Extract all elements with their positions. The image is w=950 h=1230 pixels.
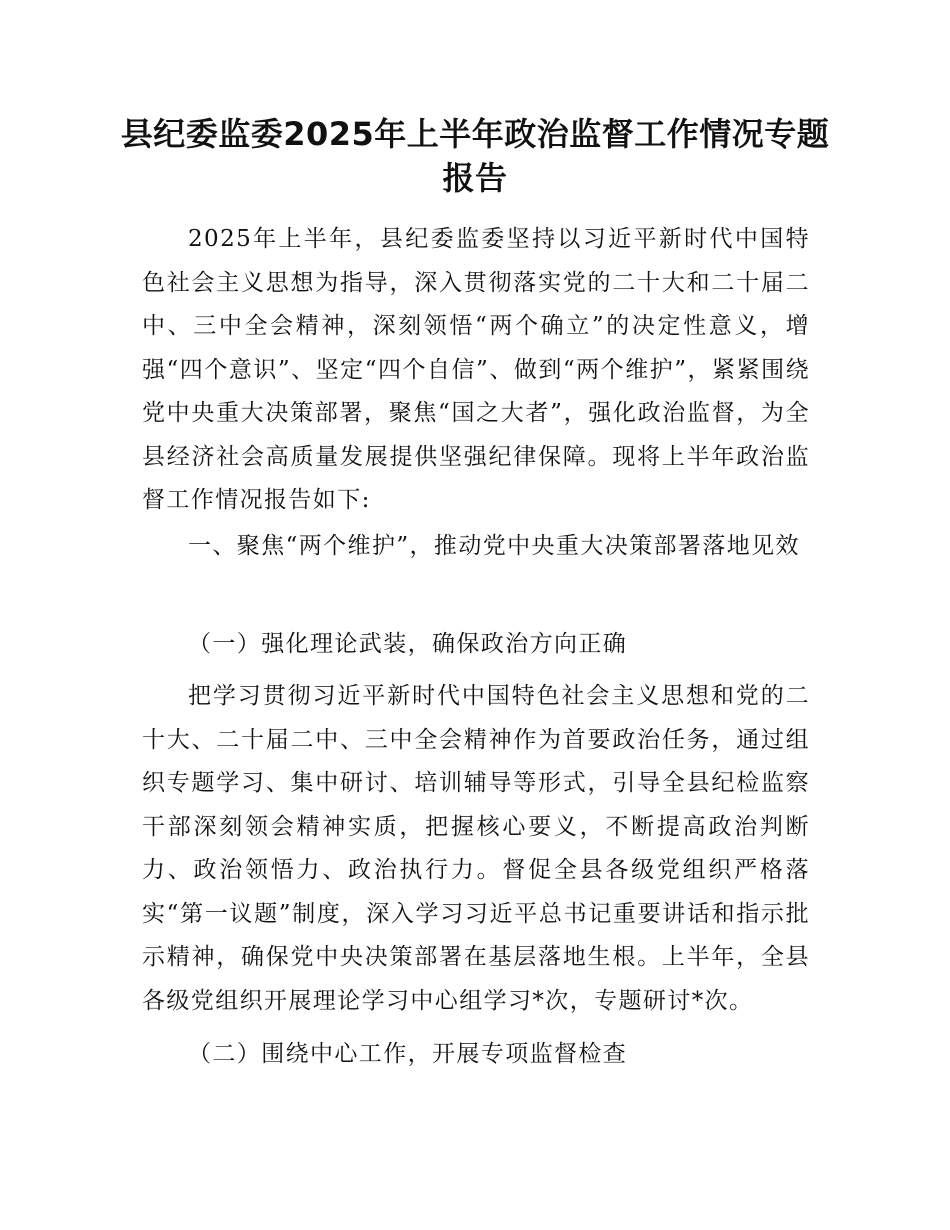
sub1-paragraph: 把学习贯彻习近平新时代中国特色社会主义思想和党的二十大、二十届二中、三中全会精神作为首要政治任务，通过组织专题学习、集中研讨、培训辅导等形式，引导全县纪检监察干部深刻领会精神实质，把握核心要义，不断提高政治判断力、政治领悟力、政治执行力。督促全县各级党组织严格落实“第一议题”制度，深入学习习近平总书记重要讲话和指示批示精神，确保党中央决策部署在基层落地生根。上半年，全县各级党组织开展理论学习中心组学习*次，专题研讨*次。 [142,683,810,1014]
sub2-heading: （二）围绕中心工作，开展专项监督检查 [188,1041,628,1067]
section1-block [142,525,810,569]
section1-heading: 一、聚焦“两个维护”，推动党中央重大决策部署落地见效 [188,533,800,559]
sub1-body-block [142,675,810,1023]
intro-block [142,218,810,523]
intro-paragraph: 2025年上半年，县纪委监委坚持以习近平新时代中国特色社会主义思想为指导，深入贯彻落实党的二十大和二十届二中、三中全会精神，深刻领悟“两个确立”的决定性意义，增强“四个意识”、坚定“四个自信”、做到“两个维护”，紧紧围绕党中央重大决策部署，聚焦“国之大者”，强化政治监督，为全县经济社会高质量发展提供坚强纪律保障。现将上半年政治监督工作情况报告如下: [142,226,810,513]
sub1-heading: （一）强化理论武装，确保政治方向正确 [188,631,628,657]
sub1-heading-block [142,623,810,667]
sub2-heading-block [142,1033,810,1077]
document-title: 县纪委监委2025年上半年政治监督工作情况专题报告 [120,115,830,197]
